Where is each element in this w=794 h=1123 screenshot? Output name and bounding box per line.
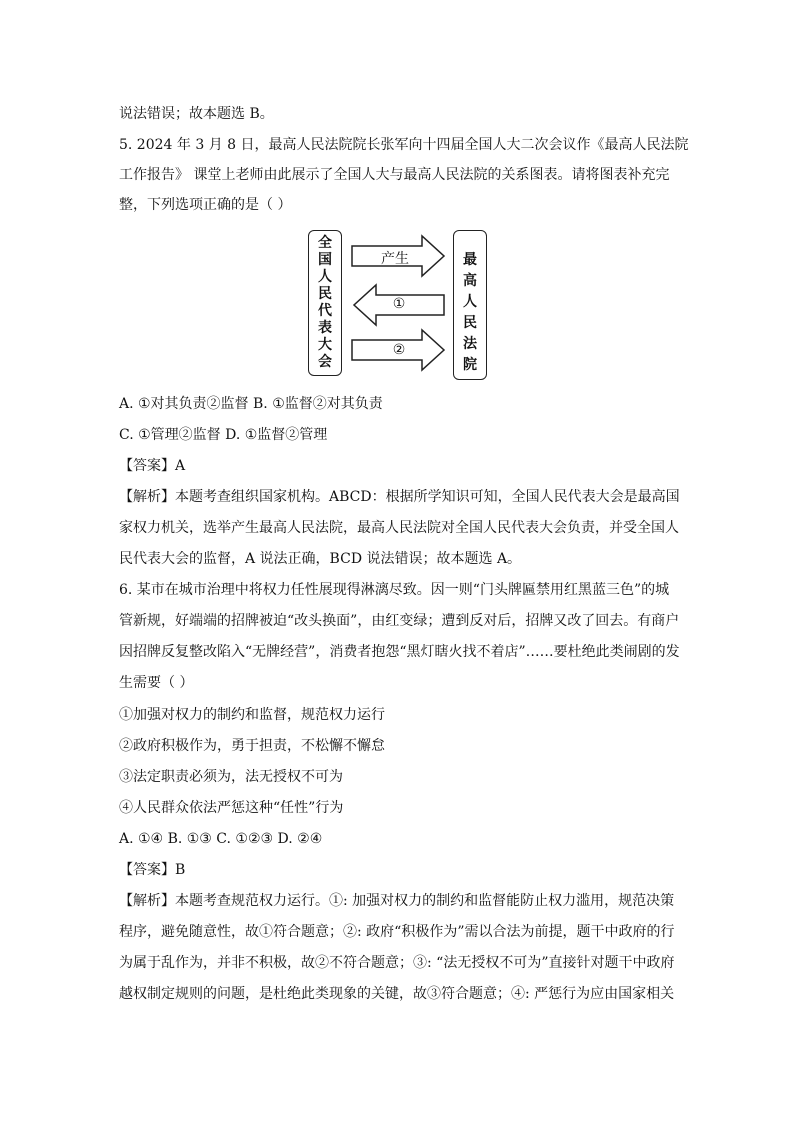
statement-line: ③法定职责必须为，法无授权不可为 xyxy=(119,769,343,785)
text-line: 生需要（ ） xyxy=(119,675,194,691)
analysis-line: 程序，避免随意性，故①符合题意；②: 政府“积极作为”需以合法为前提，题干中政府的行 xyxy=(119,924,675,940)
npc-char: 代 xyxy=(318,303,332,319)
court-char: 最 xyxy=(463,252,477,268)
option-line: A. ①对其负责②监督 B. ①监督②对其负责 xyxy=(119,396,383,412)
court-char: 民 xyxy=(463,315,477,331)
statement-line: ②政府积极作为，勇于担责，不松懈不懈怠 xyxy=(119,738,385,754)
court-char: 院 xyxy=(463,357,477,373)
analysis-line: 家权力机关，选举产生最高人民法院，最高人民法院对全国人民代表大会负责，并受全国人 xyxy=(119,520,679,536)
question-6-stem: 6. 某市在城市治理中将权力任性展现得淋漓尽致。因一则“门头牌匾禁用红黑蓝三色”的城 xyxy=(119,582,670,598)
relationship-diagram xyxy=(300,226,490,382)
option-line: C. ①管理②监督 D. ①监督②管理 xyxy=(119,427,328,443)
npc-char: 大 xyxy=(318,337,332,353)
court-char: 法 xyxy=(463,336,477,352)
analysis-line: 民代表大会的监督，A 说法正确，BCD 说法错误；故本题选 A。 xyxy=(119,551,522,567)
npc-char: 会 xyxy=(318,354,332,370)
question-5-stem: 5. 2024 年 3 月 8 日，最高人民法院院长张军向十四届全国人大二次会议作《最高人民法院 xyxy=(119,137,689,153)
answer-line: 【答案】A xyxy=(119,458,186,474)
statement-line: ①加强对权力的制约和监督，规范权力运行 xyxy=(119,707,385,723)
arrow-label-produce: 产生 xyxy=(381,251,409,267)
analysis-line: 【解析】本题考查组织国家机构。ABCD：根据所学知识可知，全国人民代表大会是最高国 xyxy=(119,489,680,505)
npc-char: 民 xyxy=(318,286,332,302)
answer-line: 【答案】B xyxy=(119,862,186,878)
npc-char: 表 xyxy=(318,320,332,336)
analysis-line: 为属于乱作为，并非不积极，故②不符合题意；③: “法无授权不可为”直接针对题干中政府 xyxy=(119,955,675,971)
text-line: 工作报告》 课堂上老师由此展示了全国人大与最高人民法院的关系图表。请将图表补充完 xyxy=(119,167,670,183)
npc-char: 国 xyxy=(318,252,332,268)
option-line: A. ①④ B. ①③ C. ①②③ D. ②④ xyxy=(119,831,323,847)
court-char: 人 xyxy=(463,294,477,310)
text-line: 因招牌反复整改陷入“无牌经营”，消费者抱怨“黑灯瞎火找不着店”……要杜绝此类闹剧的发 xyxy=(119,644,680,660)
npc-char: 人 xyxy=(318,269,332,285)
arrow-label-1: ① xyxy=(392,296,406,312)
text-line: 说法错误；故本题选 B。 xyxy=(119,106,274,122)
text-line: 管新规，好端端的招牌被迫“改头换面”，由红变绿；遭到反对后，招牌又改了回去。有商户 xyxy=(119,613,680,629)
npc-char: 全 xyxy=(318,235,332,251)
analysis-line: 【解析】本题考查规范权力运行。①: 加强对权力的制约和监督能防止权力滥用，规范决策 xyxy=(119,893,675,909)
arrow-label-2: ② xyxy=(392,342,406,358)
court-char: 高 xyxy=(463,273,477,289)
analysis-line: 越权制定规则的问题，是杜绝此类现象的关键，故③符合题意；④: 严惩行为应由国家相关 xyxy=(119,986,675,1002)
statement-line: ④人民群众依法严惩这种“任性”行为 xyxy=(119,800,344,816)
text-line: 整，下列选项正确的是（ ） xyxy=(119,197,292,213)
